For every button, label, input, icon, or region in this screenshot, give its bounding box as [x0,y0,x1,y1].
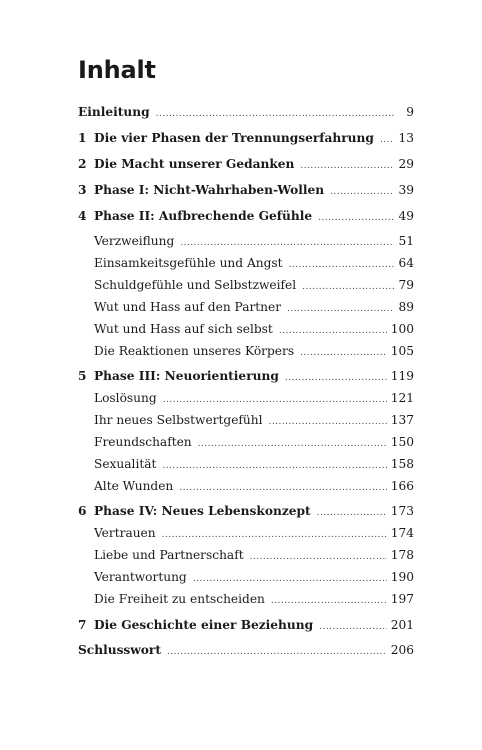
toc-entry-title: Sexualität [94,457,157,471]
dot-leader [285,370,387,386]
chapter-number: 2 [78,157,87,171]
dot-leader [179,480,386,496]
toc-entry[interactable] [78,642,414,660]
toc-entry[interactable] [78,104,414,122]
toc-entry[interactable] [78,182,414,200]
toc-entry[interactable] [78,412,414,430]
toc-entry-page: 105 [390,344,414,358]
toc-entry-page: 119 [390,369,414,383]
chapter-number: 7 [78,618,87,632]
toc-entry-page: 39 [398,183,414,197]
toc-entry[interactable] [78,503,414,521]
toc-entry-page: 201 [390,618,414,632]
toc-entry[interactable] [78,525,414,543]
toc-entry-page: 173 [390,504,414,518]
toc-entry[interactable] [78,456,414,474]
toc-entry-page: 190 [390,570,414,584]
toc-entry[interactable] [78,617,414,635]
dot-leader [302,279,394,295]
dot-leader [269,414,387,430]
toc-entry-title: Die Geschichte einer Beziehung [94,618,314,632]
chapter-number: 1 [78,131,87,145]
toc-entry-title: Liebe und Partnerschaft [94,548,244,562]
toc-entry-page: 206 [390,643,414,657]
chapter-number: 4 [78,209,87,223]
toc-entry[interactable] [78,156,414,174]
chapter-number: 5 [78,369,87,383]
toc-entry-page: 79 [398,278,414,292]
toc-entry-title: Die Freiheit zu entscheiden [94,592,265,606]
toc-entry-page: 89 [398,300,414,314]
toc-entry-page: 121 [390,391,414,405]
dot-leader [300,345,387,361]
toc-entry-title: Wut und Hass auf den Partner [94,300,282,314]
toc-entry-page: 13 [398,131,414,145]
dot-leader [156,106,394,122]
toc-entry[interactable] [78,299,414,317]
toc-entry[interactable] [78,130,414,148]
toc-entry-title: Ihr neues Selbstwertgefühl [94,413,263,427]
toc-entry-page: 100 [390,322,414,336]
toc-entry[interactable] [78,343,414,361]
toc-entry-title: Verantwortung [94,570,187,584]
toc-entry[interactable] [78,478,414,496]
dot-leader [287,301,394,317]
toc-entry-page: 158 [390,457,414,471]
dot-leader [300,158,394,174]
toc-entry-page: 166 [390,479,414,493]
dot-leader [317,505,387,521]
toc-entry[interactable] [78,255,414,273]
dot-leader [193,571,387,587]
dot-leader [318,210,394,226]
toc-entry-title: Phase III: Neuorientierung [94,369,279,383]
toc-entry-page: 174 [390,526,414,540]
toc-entry-title: Wut und Hass auf sich selbst [94,322,273,336]
toc-entry-title: Die Macht unserer Gedanken [94,157,295,171]
toc-entry-title: Vertrauen [94,526,156,540]
toc-entry-title: Die Reaktionen unseres Körpers [94,344,295,358]
toc-entry[interactable] [78,233,414,251]
dot-leader [271,593,387,609]
dot-leader [180,235,394,251]
toc-entry-page: 29 [398,157,414,171]
toc-entry-title: Verzweiflung [94,234,175,248]
chapter-number: 3 [78,183,87,197]
dot-leader [330,184,394,200]
dot-leader [279,323,387,339]
toc-entry-page: 64 [398,256,414,270]
dot-leader [163,392,387,408]
toc-entry-page: 137 [390,413,414,427]
toc-entry-title: Alte Wunden [94,479,174,493]
toc-entry-page: 178 [390,548,414,562]
toc-entry[interactable] [78,368,414,386]
toc-entry[interactable] [78,321,414,339]
chapter-number: 6 [78,504,87,518]
toc-entry-title: Phase II: Aufbrechende Gefühle [94,209,313,223]
toc-entry-title: Freundschaften [94,435,192,449]
toc-entry[interactable] [78,390,414,408]
toc-entry[interactable] [78,591,414,609]
dot-leader [162,458,386,474]
toc-entry-title: Einleitung [78,105,150,119]
page-title: Inhalt [78,56,156,84]
dot-leader [198,436,387,452]
toc-entry-title: Schuldgefühle und Selbstzweifel [94,278,297,292]
toc-entry[interactable] [78,277,414,295]
toc-entry[interactable] [78,547,414,565]
dot-leader [289,257,394,273]
toc-entry-title: Loslösung [94,391,157,405]
toc-entry-title: Schlusswort [78,643,161,657]
toc-entry-title: Die vier Phasen der Trennungserfahrung [94,131,374,145]
dot-leader [167,644,387,660]
dot-leader [380,132,394,148]
toc-entry-page: 197 [390,592,414,606]
toc-entry-title: Phase IV: Neues Lebenskonzept [94,504,311,518]
toc-entry[interactable] [78,208,414,226]
toc-entry[interactable] [78,569,414,587]
toc-entry[interactable] [78,434,414,452]
toc-entry-page: 9 [406,105,414,119]
dot-leader [162,527,387,543]
toc-entry-page: 150 [390,435,414,449]
toc-entry-page: 49 [398,209,414,223]
toc-entry-page: 51 [398,234,414,248]
dot-leader [250,549,387,565]
toc-entry-title: Phase I: Nicht-Wahrhaben-Wollen [94,183,325,197]
dot-leader [319,619,387,635]
toc-entry-title: Einsamkeitsgefühle und Angst [94,256,283,270]
